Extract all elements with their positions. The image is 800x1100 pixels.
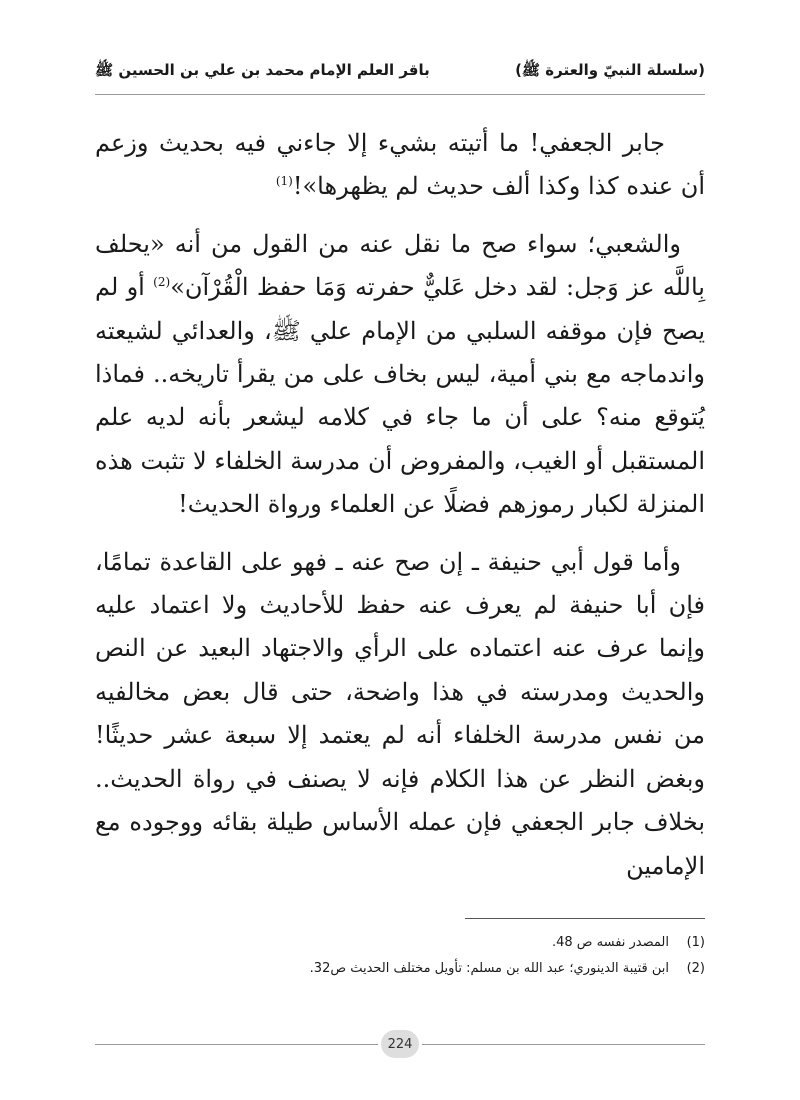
footnote-text: ابن قتيبة الدينوري؛ عبد الله بن مسلم: تأويل مختلف الحديث ص32. [309,961,669,976]
running-header [95,58,705,86]
footnotes [95,930,705,982]
footnote-number: (2) [686,961,705,976]
footnote-ref-2: (2) [153,275,171,290]
footnote-ref-1: (1) [275,174,293,189]
paragraph-2-text-b: أو لم يصح فإن موقفه السلبي من الإمام علي ﷺ، والعدائي لشيعته واندماجه مع بني أمية، ليس بخاف على من يقرأ تاريخه.. فماذا يُتوقع منه؟ على أن ما جاء في كلامه ليشعر بأنه لديه علم المستقبل أو الغيب، والمفروض أن مدرسة الخلفاء لا تثبت هذه المنزلة لكبار رموزهم فضلًا عن العلماء ورواة الحديث! [95,273,705,519]
paragraph-2 [95,223,705,527]
header-divider [95,94,705,95]
chapter-title: باقر العلم الإمام محمد بن علي بن الحسين ﷺ [95,61,430,79]
paragraph-1-text: جابر الجعفي! ما أتيته بشيء إلا جاءني فيه بحديث وزعم أن عنده كذا وكذا ألف حديث لم يظهرها»! [95,129,705,201]
page-number: 224 [381,1030,419,1058]
paragraph-3 [95,541,705,888]
footnote-divider [465,918,705,919]
series-title: (سلسلة النبيّ والعترة ﷺ) [515,61,705,79]
folio-rule-right [422,1044,705,1045]
footnote-number: (1) [686,935,705,950]
paragraph-3-text: وأما قول أبي حنيفة ـ إن صح عنه ـ فهو على القاعدة تمامًا، فإن أبا حنيفة لم يعرف عنه حفظ للأحاديث ولا اعتماد عليه وإنما عرف عنه اعتماده على الرأي والاجتهاد البعيد عن النص والحديث ومدرسته في هذا واضحة، حتى قال بعض مخالفيه من نفس مدرسة الخلفاء أنه لم يعتمد إلا سبعة عشر حديثًا! وبغض النظر عن هذا الكلام فإنه لا يصنف في رواة الحديث.. بخلاف جابر الجعفي فإن عمله الأساس طيلة بقائه ووجوده مع الإمامين [95,547,705,880]
footnote-item [95,956,705,982]
main-text [95,122,705,902]
paragraph-2-text-a: والشعبي؛ سواء صح ما نقل عنه من القول من أنه «يحلف بِاللَّه عز وَجل: لقد دخل عَليٌّ حفرته وَمَا حفظ الْقُرْآن» [95,229,705,302]
folio-rule-left [95,1044,378,1045]
footnote-item [95,930,705,956]
footnote-text: المصدر نفسه ص 48. [551,935,669,950]
paragraph-1 [95,122,705,209]
